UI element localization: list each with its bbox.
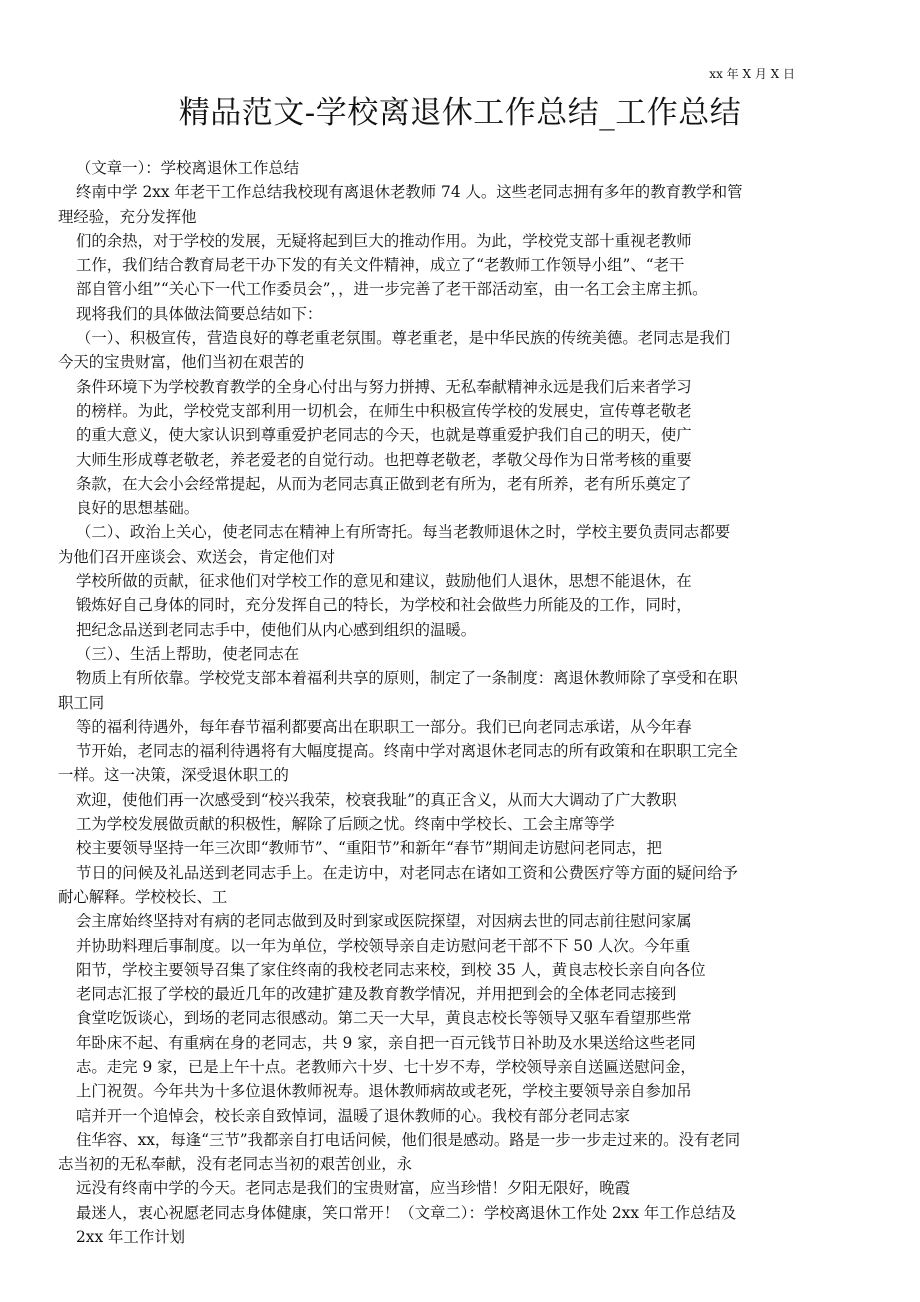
- text-line: 一样。这一决策，深受退休职工的: [58, 766, 289, 785]
- text-line: （文章一）：学校离退休工作总结: [76, 159, 300, 177]
- text-line: 会主席始终坚持对有病的老同志做到及时到家或医院探望，对因病去世的同志前往慰问家属: [76, 912, 692, 931]
- text-line: 良好的思想基础。: [76, 499, 200, 518]
- text-line: 年卧床不起、有重病在身的老同志，共 9 家，亲自把一百元钱节日补助及水果送给这些老同: [76, 1033, 696, 1052]
- text-line: 节开始，老同志的福利待遇将有大幅度提高。终南中学对离退休老同志的所有政策和在职职工完全: [76, 742, 738, 761]
- text-line: 等的福利待遇外，每年春节福利都要高出在职职工一部分。我们已向老同志承诺，从今年春: [76, 717, 692, 736]
- text-line: 今天的宝贵财富，他们当初在艰苦的: [58, 353, 305, 372]
- text-line: 们的余热，对于学校的发展，无疑将起到巨大的推动作用。为此，学校党支部十重视老教师: [76, 231, 692, 250]
- text-line: 工为学校发展做贡献的积极性，解除了后顾之忧。终南中学校长、工会主席等学: [76, 815, 615, 834]
- text-line: 远没有终南中学的今天。老同志是我们的宝贵财富，应当珍惜！夕阳无限好，晚霞: [76, 1179, 631, 1198]
- text-line: 唁并开一个追悼会，校长亲自致悼词，温暖了退休教师的心。我校有部分老同志家: [76, 1106, 631, 1125]
- text-line: 老同志汇报了学校的最近几年的改建扩建及教育教学情况，并用把到会的全体老同志接到: [76, 985, 677, 1004]
- text-line: （二）、政治上关心，使老同志在精神上有所寄托。每当老教师退休之时，学校主要负责同志都要: [76, 523, 731, 542]
- text-line: 为他们召开座谈会、欢送会，肯定他们对: [58, 547, 336, 566]
- text-line: 理经验，充分发挥他: [58, 207, 197, 226]
- text-line: 的重大意义，使大家认识到尊重爱护老同志的今天，也就是尊重爱护我们自己的明天，使广: [76, 426, 692, 445]
- text-line: （一）、积极宣传，营造良好的尊老重老氛围。尊老重老，是中华民族的传统美德。老同志是我们: [76, 329, 731, 348]
- text-line: 志。走完 9 家，已是上午十点。老教师六十岁、七十岁不寿，学校领导亲自送匾送慰问金，: [76, 1057, 696, 1076]
- text-line: 耐心解释。学校校长、工: [58, 887, 228, 906]
- text-line: 学校所做的贡献，征求他们对学校工作的意见和建议，鼓励他们人退休，思想不能退休，在: [76, 572, 692, 591]
- text-line: 终南中学 2xx 年老干工作总结我校现有离退休老教师 74 人。这些老同志拥有多年的教育教学和管: [76, 183, 743, 202]
- text-line: 大师生形成尊老敬老，养老爱老的自觉行动。也把尊老敬老，孝敬父母作为日常考核的重要: [76, 450, 692, 469]
- document-title: 精品范文-学校离退休工作总结_工作总结: [178, 95, 742, 131]
- text-line: 的榜样。为此，学校党支部利用一切机会，在师生中积极宣传学校的发展史，宣传尊老敬老: [76, 401, 692, 420]
- text-line: 2xx 年工作计划: [76, 1228, 185, 1247]
- text-line: 校主要领导坚持一年三次即“教师节”、“重阳节”和新年“春节”期间走访慰问老同志，把: [76, 839, 662, 858]
- text-line: 住华容、xx，每逢“三节”我都亲自打电话问候，他们很是感动。路是一步一步走过来的。没有老同: [76, 1130, 741, 1149]
- text-line: 把纪念品送到老同志手中，使他们从内心感到组织的温暖。: [76, 620, 477, 639]
- text-line: 节日的问候及礼品送到老同志手上。在走访中，对老同志在诸如工资和公费医疗等方面的疑问给予: [76, 863, 738, 882]
- text-line: 物质上有所依靠。学校党支部本着福利共享的原则，制定了一条制度：离退休教师除了享受和在职: [76, 669, 738, 688]
- document-date: xx 年 X 月 X 日: [709, 67, 795, 81]
- document-body: [58, 156, 866, 1249]
- text-line: 阳节，学校主要领导召集了家住终南的我校老同志来校，到校 35 人，黄良志校长亲自向各位: [76, 960, 706, 979]
- text-line: 志当初的无私奉献，没有老同志当初的艰苦创业，永: [58, 1155, 412, 1174]
- text-line: 锻炼好自己身体的同时，充分发挥自己的特长，为学校和社会做些力所能及的工作，同时，: [76, 596, 692, 615]
- text-line: 食堂吃饭谈心，到场的老同志很感动。第二天一大早，黄良志校长等领导又驱车看望那些常: [76, 1009, 692, 1028]
- text-line: 现将我们的具体做法简要总结如下：: [76, 304, 323, 323]
- text-line: 上门祝贺。今年共为十多位退休教师祝寿。退休教师病故或老死，学校主要领导亲自参加吊: [76, 1082, 692, 1101]
- text-line: 欢迎，使他们再一次感受到“校兴我荣，校衰我耻”的真正含义，从而大大调动了广大教职: [76, 790, 677, 809]
- text-line: 条款，在大会小会经常提起，从而为老同志真正做到老有所为，老有所养，老有所乐奠定了: [76, 474, 692, 493]
- text-line: 职工同: [58, 693, 105, 712]
- text-line: 工作，我们结合教育局老干办下发的有关文件精神，成立了“老教师工作领导小组”、“老干: [76, 256, 685, 275]
- text-line: 并协助料理后事制度。以一年为单位，学校领导亲自走访慰问老干部不下 50 人次。今年重: [76, 936, 691, 955]
- text-line: （三）、生活上帮助，使老同志在: [76, 644, 300, 663]
- text-line: 条件环境下为学校教育教学的全身心付出与努力拼搏、无私奉献精神永远是我们后来者学习: [76, 377, 692, 396]
- text-line: 部自管小组”“关心下一代工作委员会”，，进一步完善了老干部活动室，由一名工会主席主抓。: [76, 280, 708, 299]
- text-line: 最迷人，衷心祝愿老同志身体健康，笑口常开！（文章二）：学校离退休工作处 2xx 年工作总结及: [76, 1203, 737, 1222]
